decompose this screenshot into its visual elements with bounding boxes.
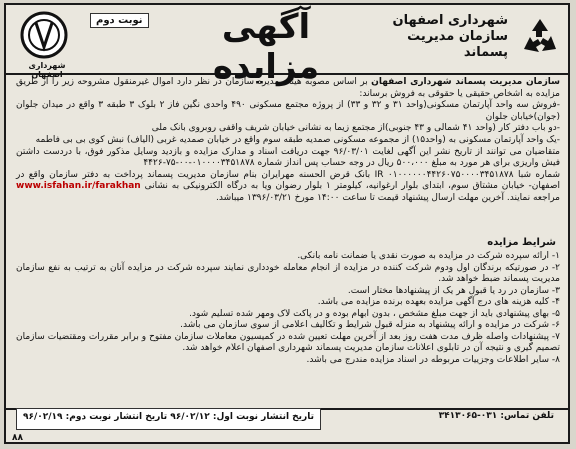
right-org-name: [388, 13, 508, 61]
left-org-name: شهرداری اصفهان: [28, 61, 66, 79]
conditions-heading: شرایط مزایده: [487, 237, 556, 248]
recycle-icon: [518, 15, 562, 59]
condition-item: ۴- کلیه هزینه های درج آگهی مزایده بعهده برنده مزایده می باشد.: [317, 297, 560, 307]
notice-number-badge: نوبت دوم: [90, 13, 149, 28]
document-paragraph: متقاضیان می توانند از تاریخ نشر این آگهی لغایت ۹۶/۰۳/۰۱ جهت دریافت اسناد و مدارک مزایده و بازدید وسایل مذکور فوق، با دردست داشتن فیش واریزی برای هر مورد به مبلغ ۵۰۰،۰۰۰ ریال در وجه حساب پس انداز شماره ۰۱۰۰۰۰۳۴۵۱۸۷۸-۰۰-۷۵-۴۴۲۶: [13, 146, 560, 169]
conditions-list: [13, 251, 560, 366]
condition-item: ۵- بهای پیشنهادی باید از جهت مبلغ مشخص ، بدون ابهام بوده و در پاکت لاک ومهر شده تسلیم شود.: [189, 308, 560, 319]
condition-item: ۶- شرکت در مزایده و ارائه پیشنهاد به منزله قبول شرایط و تکالیف اعلامی از سوی سازمان می باشد.: [180, 320, 560, 330]
item-samadiyeh: -یک واحد آپارتمان مسکونی به (واحد۱۵) از مجموعه مسکونی صمدیه طبقه سوم واقع در خیابان صمدیه غربی (الیاف) نبش کوی بی بی فاطمه: [35, 134, 560, 145]
page-number: ۸۸: [12, 433, 23, 443]
phone-label: تلفن تماس: ۰۳۱-۳۴۱۳۰۶۵: [438, 411, 554, 421]
intro-paragraph: بر اساس مصوبه هیئت مدیره سازمان در نظر دارد اموال غیرمنقول مشروحه زیر را از طریق مزایده به اشخاص حقیقی یا حقوقی به فروش برساند:: [13, 77, 560, 99]
right-org-line2: سازمان مدیریت پسماند: [407, 29, 508, 60]
condition-item: ۱- ارائه سپرده شرکت در مزایده به صورت نقدی یا ضمانت نامه بانکی.: [297, 251, 560, 261]
page-title: آگهی مزایده: [212, 7, 320, 87]
condition-item: ۳- سازمان در رد یا قبول هر یک از پیشنهادها مختار است.: [347, 285, 560, 296]
footer-phone: [439, 411, 554, 421]
sheba-paragraph: شماره شبا IR ۰۱۰۰۰۰۰۰۴۴۲۶۰۷۵۰۰۰۰۳۴۵۱۸۷۸ بانک قرض الحسنه مهرایران بنام سازمان مدیریت پسماند پرداخت به دفتر سازمان واقع در اصفهان- خیابان مشتاق سوم، ابتدای بلوار ارغوانیه، کیلومتر ۱ بلوار رضوان ویا به درگاه الکترونیکی به نشانی: [13, 169, 560, 192]
right-org-line1: شهرداری اصفهان: [392, 13, 508, 28]
item-offices: -دو باب دفتر کار (واحد ۴۱ شمالی و ۴۳ جنوبی)از مجتمع زیما به نشانی خیابان شریف واقفی روبروی بانک ملی: [151, 123, 560, 134]
announcement-body: [13, 77, 560, 205]
condition-item: ۸- سایر اطلاعات وجزییات مربوطه در اسناد مزایده مندرج می باشد.: [306, 354, 560, 365]
advertisement-page: [4, 3, 570, 444]
condition-item: ۷- پیشنهادات واصله ظرف مدت هفت روز بعد از آخرین مهلت تعیین شده در کمیسیون معاملات سازمان مفتوح و برابر مقررات ومقتضیات سازمان تصمیم گیری و نتیجه آن در تابلوی اعلانات سازمان مدیریت پسماند شهرداری اصفهان اعلام خواهد شد.: [13, 331, 560, 353]
condition-item: ۲- در صورتیکه برندگان اول ودوم شرکت کننده در مزایده از انجام معامله خودداری نمایند سپرده شرکت در مزایده آنان به ترتیب به نفع سازمان مدیریت پسماند ضبط خواهد شد.: [13, 262, 560, 284]
publication-dates: تاریخ انتشار نوبت اول: ۹۶/۰۲/۱۲ تاریخ انتشار نوبت دوم: ۹۶/۰۲/۱۹: [16, 408, 321, 430]
deadline-paragraph: مراجعه نمایند. آخرین مهلت ارسال پیشنهاد قیمت تا ساعت ۱۴:۰۰ مورخ ۱۳۹۶/۰۳/۲۱ میباشد.: [13, 181, 560, 203]
item-apartments: -فروش سه واحد آپارتمان مسکونی(واحد ۳۱ و ۳۲ و ۳۳) از پروژه مجتمع مسکونی ۴۹۰ واحدی نگین فاز ۲ بلوک ۳ طبقه ۳ واقع در میدان جلوان (جوان)خیابان جلوان: [13, 100, 560, 122]
website-link[interactable]: www.isfahan.ir/farakhan: [16, 181, 141, 192]
lead-org: سازمان مدیریت پسماند شهرداری اصفهان: [371, 77, 560, 87]
municipality-logo-icon: [14, 9, 74, 69]
